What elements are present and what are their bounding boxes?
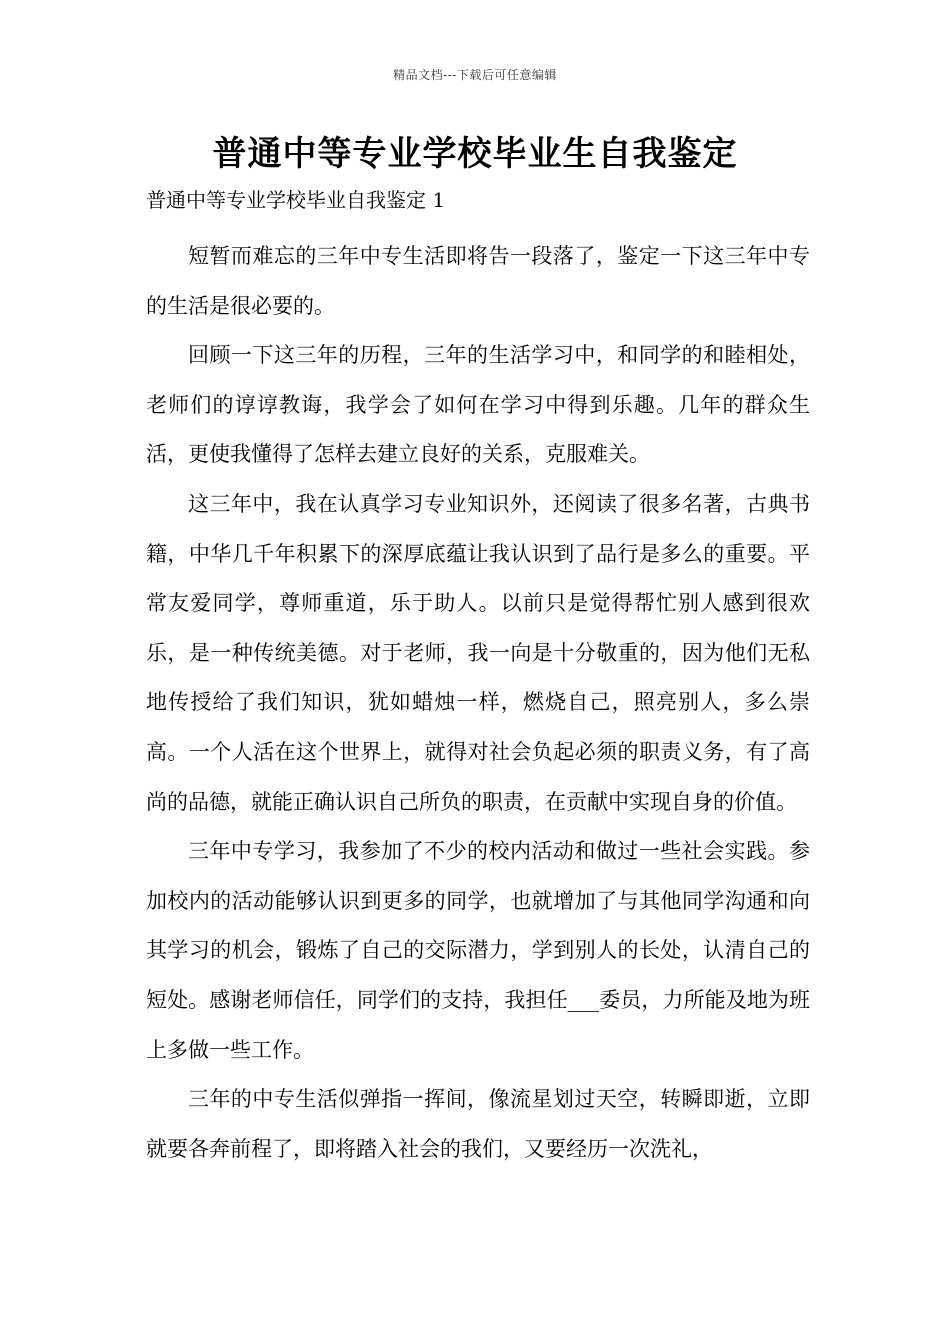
header-note: 精品文档---下载后可任意编辑 xyxy=(393,68,557,82)
paragraph: 回顾一下这三年的历程，三年的生活学习中，和同学的和睦相处，老师们的谆谆教诲，我学会了如何在学习中得到乐趣。几年的群众生活，更使我懂得了怎样去建立良好的关系，克服难关。 xyxy=(146,343,810,467)
paragraph: 这三年中，我在认真学习专业知识外，还阅读了很多名著，古典书籍，中华几千年积累下的深厚底蕴让我认识到了品行是多么的重要。平常友爱同学，尊师重道，乐于助人。以前只是觉得帮忙别人感到很欢乐，是一种传统美德。对于老师，我一向是十分敬重的，因为他们无私地传授给了我们知识，犹如蜡烛一样，燃烧自己，照亮别人，多么崇高。一个人活在这个世界上，就得对社会负起必须的职责义务，有了高尚的品德，就能正确认识自己所负的职责，在贡献中实现自身的价值。 xyxy=(146,491,810,814)
paragraph: 短暂而难忘的三年中专生活即将告一段落了，鉴定一下这三年中专的生活是很必要的。 xyxy=(146,244,810,318)
paragraph: 三年中专学习，我参加了不少的校内活动和做过一些社会实践。参加校内的活动能够认识到更多的同学，也就增加了与其他同学沟通和向其学习的机会，锻炼了自己的交际潜力，学到别人的长处，认清自己的短处。感谢老师信任，同学们的支持，我担任___委员，力所能及地为班上多做一些工作。 xyxy=(146,839,810,1062)
document-title: 普通中等专业学校毕业生自我鉴定 xyxy=(212,134,738,174)
document-body xyxy=(146,232,810,1174)
paragraph: 三年的中专生活似弹指一挥间，像流星划过天空，转瞬即逝，立即就要各奔前程了，即将踏入社会的我们，又要经历一次洗礼， xyxy=(146,1087,810,1161)
document-subtitle: 普通中等专业学校毕业自我鉴定 1 xyxy=(146,188,446,212)
